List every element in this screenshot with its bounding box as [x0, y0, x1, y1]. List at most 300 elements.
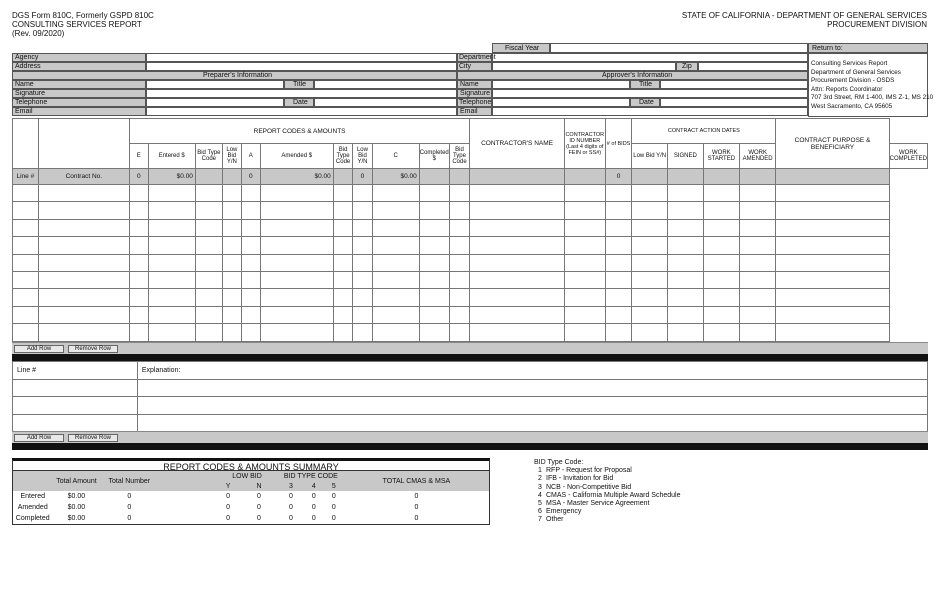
col-entered: Entered $ — [148, 144, 195, 169]
table-cell-input[interactable] — [13, 289, 39, 306]
table-cell-input[interactable] — [129, 237, 148, 254]
preparer-title-input[interactable] — [314, 80, 457, 89]
table-cell-input[interactable] — [13, 271, 39, 288]
table-cell-input[interactable] — [353, 306, 372, 323]
table-cell-input[interactable] — [260, 306, 333, 323]
col-work-started: WORK STARTED — [703, 144, 739, 169]
table-cell-input[interactable] — [564, 185, 605, 202]
table-cell-input[interactable] — [667, 237, 703, 254]
table-cell-input[interactable] — [260, 202, 333, 219]
table-cell-input[interactable] — [353, 254, 372, 271]
table-cell-input[interactable] — [242, 324, 261, 341]
table-cell-input[interactable] — [372, 202, 419, 219]
table-cell-input[interactable] — [333, 219, 353, 236]
table-cell-input[interactable] — [419, 289, 449, 306]
table-cell-input[interactable] — [353, 271, 372, 288]
contract-header-blank — [38, 119, 129, 169]
table-cell-input[interactable] — [242, 237, 261, 254]
table-cell-input[interactable] — [38, 219, 129, 236]
report-codes-header: REPORT CODES & AMOUNTS — [129, 119, 469, 144]
table-cell-input[interactable] — [242, 271, 261, 288]
table-cell-input[interactable] — [470, 271, 565, 288]
table-cell-input[interactable] — [372, 306, 419, 323]
table-cell-input[interactable] — [470, 202, 565, 219]
table-cell-input[interactable] — [449, 237, 469, 254]
table-cell-input[interactable] — [13, 254, 39, 271]
table-cell-input[interactable] — [449, 324, 469, 341]
table-cell-input[interactable] — [739, 289, 775, 306]
table-cell-input[interactable] — [129, 185, 148, 202]
table-cell-input[interactable] — [195, 324, 222, 341]
table-cell-input[interactable] — [260, 271, 333, 288]
contracts-table — [12, 118, 928, 359]
table-cell-input[interactable] — [13, 202, 39, 219]
table-cell-input[interactable] — [667, 219, 703, 236]
table-cell-input[interactable] — [739, 237, 775, 254]
zip-input[interactable] — [698, 62, 808, 71]
bid-legend-item: 2 IFB - Invitation for Bid — [538, 475, 614, 483]
table-cell-input[interactable] — [739, 306, 775, 323]
explanation-input[interactable] — [137, 379, 927, 397]
table-cell-input[interactable] — [419, 219, 449, 236]
preparer-name-label: Name — [12, 80, 146, 89]
col-lowbid-1: Low Bid Y/N — [222, 144, 241, 169]
table-cell-input[interactable] — [333, 271, 353, 288]
table-cell-input[interactable] — [605, 219, 632, 236]
table-cell-input[interactable] — [148, 271, 195, 288]
table-cell-input[interactable] — [632, 219, 668, 236]
table-cell-input[interactable] — [419, 254, 449, 271]
table-cell-input[interactable] — [605, 289, 632, 306]
totals-row — [13, 169, 928, 185]
table-cell-input[interactable] — [242, 202, 261, 219]
table-cell-input[interactable] — [148, 289, 195, 306]
table-cell-input[interactable] — [353, 185, 372, 202]
table-cell-input[interactable] — [632, 289, 668, 306]
division-name: PROCUREMENT DIVISION — [827, 20, 927, 29]
table-cell-input[interactable] — [564, 271, 605, 288]
table-cell-input[interactable] — [470, 219, 565, 236]
table-cell-input[interactable] — [13, 306, 39, 323]
table-cell-input[interactable] — [222, 271, 241, 288]
sum-total-number: Total Number — [100, 471, 158, 491]
table-cell-input[interactable] — [195, 219, 222, 236]
return-to-label-cell: Return to: — [808, 43, 928, 53]
preparer-email-label: Email — [12, 107, 146, 116]
table-cell-input[interactable] — [333, 289, 353, 306]
table-cell-input[interactable] — [564, 289, 605, 306]
table-cell-input[interactable] — [564, 254, 605, 271]
table-cell-input[interactable] — [632, 271, 668, 288]
explanation-input[interactable] — [137, 397, 927, 415]
table-cell-input[interactable] — [667, 271, 703, 288]
table-cell-input[interactable] — [372, 254, 419, 271]
table-cell-input[interactable] — [470, 254, 565, 271]
table-cell-input[interactable] — [667, 202, 703, 219]
agency-label-cell: Agency — [12, 53, 146, 62]
bids-total: 0 — [605, 169, 632, 185]
bid-legend-item: 1 RFP - Request for Proposal — [538, 467, 632, 475]
table-button-bar — [12, 342, 928, 354]
line-header-blank — [13, 119, 39, 169]
col-lowbid-2: Low Bid Y/N — [353, 144, 372, 169]
table-cell-input[interactable] — [703, 185, 739, 202]
table-cell-input[interactable] — [260, 237, 333, 254]
table-cell-input[interactable] — [667, 254, 703, 271]
explanation-line-label: Line # — [13, 362, 138, 380]
table-cell-input[interactable] — [260, 219, 333, 236]
contractor-id-header: CONTRACTOR ID NUMBER (Last 4 digits of FEIN or SS#) — [564, 119, 605, 169]
table-cell-input[interactable] — [703, 237, 739, 254]
table-cell-input[interactable] — [222, 202, 241, 219]
table-cell-input[interactable] — [703, 306, 739, 323]
table-cell-input[interactable] — [419, 271, 449, 288]
approver-telephone-input[interactable] — [492, 98, 630, 107]
line-no-label: Line # — [13, 169, 39, 185]
table-cell-input[interactable] — [195, 185, 222, 202]
table-cell-input[interactable] — [129, 306, 148, 323]
table-cell-input[interactable] — [470, 306, 565, 323]
table-cell-input[interactable] — [148, 219, 195, 236]
table-cell-input[interactable] — [470, 289, 565, 306]
table-cell-input[interactable] — [129, 271, 148, 288]
table-cell-input[interactable] — [470, 185, 565, 202]
table-cell-input[interactable] — [470, 237, 565, 254]
section-divider — [12, 354, 928, 361]
action-dates-header: CONTRACT ACTION DATES — [632, 119, 776, 144]
table-cell-input[interactable] — [776, 254, 889, 271]
entered-total: $0.00 — [148, 169, 195, 185]
table-cell-input[interactable] — [353, 219, 372, 236]
table-cell-input[interactable] — [470, 324, 565, 341]
num-bids-header: # of BIDS — [605, 119, 632, 169]
table-cell-input[interactable] — [333, 306, 353, 323]
table-cell-input[interactable] — [353, 237, 372, 254]
table-cell-input[interactable] — [353, 324, 372, 341]
table-cell-input[interactable] — [703, 324, 739, 341]
table-cell-input[interactable] — [449, 185, 469, 202]
approver-name-label: Name — [457, 80, 492, 89]
table-cell-input[interactable] — [353, 289, 372, 306]
contract-no-label: Contract No. — [38, 169, 129, 185]
table-cell-input[interactable] — [419, 202, 449, 219]
preparer-name-input[interactable] — [146, 80, 284, 89]
table-cell-input[interactable] — [632, 237, 668, 254]
bid-legend-item: 4 CMAS - California Multiple Award Schedule — [538, 491, 681, 499]
add-row-button[interactable]: Add Row — [14, 345, 64, 353]
table-cell-input[interactable] — [148, 202, 195, 219]
table-cell-input[interactable] — [260, 324, 333, 341]
fiscal-year-input[interactable] — [550, 43, 808, 53]
info-block — [12, 43, 934, 117]
table-cell-input[interactable] — [739, 202, 775, 219]
table-row — [13, 185, 928, 202]
agency-name: STATE OF CALIFORNIA - DEPARTMENT OF GENERAL SERVICES — [681, 11, 927, 20]
table-cell-input[interactable] — [703, 202, 739, 219]
table-cell-input[interactable] — [372, 289, 419, 306]
table-cell-input[interactable] — [605, 185, 632, 202]
table-cell-input[interactable] — [333, 254, 353, 271]
table-cell-input[interactable] — [222, 324, 241, 341]
department-label-cell: Department — [459, 54, 496, 61]
table-cell-input[interactable] — [605, 237, 632, 254]
table-cell-input[interactable] — [333, 185, 353, 202]
table-cell-input[interactable] — [372, 324, 419, 341]
table-cell-input[interactable] — [148, 237, 195, 254]
table-cell-input[interactable] — [148, 324, 195, 341]
preparer-signature-label: Signature — [12, 89, 146, 98]
col-amended: Amended $ — [260, 144, 333, 169]
bid-legend-item: 5 MSA - Master Service Agreement — [538, 500, 650, 508]
form-id: DGS Form 810C, Formerly GSPD 810C — [12, 11, 154, 20]
table-cell-input[interactable] — [632, 202, 668, 219]
table-cell-input[interactable] — [260, 185, 333, 202]
table-cell-input[interactable] — [222, 185, 241, 202]
approver-signature-input[interactable] — [492, 89, 808, 98]
summary-panel — [12, 458, 490, 525]
table-cell-input[interactable] — [242, 289, 261, 306]
table-cell-input[interactable] — [419, 185, 449, 202]
table-cell-input[interactable] — [13, 237, 39, 254]
table-cell-input[interactable] — [38, 237, 129, 254]
table-cell-input[interactable] — [776, 289, 889, 306]
explanation-label: Explanation: — [137, 362, 927, 380]
approver-email-label: Email — [457, 107, 492, 116]
table-cell-input[interactable] — [242, 306, 261, 323]
zip-label-cell: Zip — [676, 62, 698, 71]
remove-row-button-2[interactable]: Remove Row — [68, 434, 118, 442]
table-cell-input[interactable] — [739, 324, 775, 341]
approver-title-input[interactable] — [660, 80, 808, 89]
table-cell-input[interactable] — [129, 219, 148, 236]
table-cell-input[interactable] — [38, 202, 129, 219]
table-row — [13, 324, 928, 341]
form-title: CONSULTING SERVICES REPORT — [12, 20, 142, 29]
table-cell-input[interactable] — [419, 324, 449, 341]
table-cell-input[interactable] — [222, 306, 241, 323]
table-cell-input[interactable] — [739, 271, 775, 288]
table-cell-input[interactable] — [260, 254, 333, 271]
preparer-date-input[interactable] — [314, 98, 457, 107]
sum-y: Y — [216, 481, 240, 491]
table-cell-input[interactable] — [739, 219, 775, 236]
form-header-left — [12, 11, 154, 38]
table-cell-input[interactable] — [129, 324, 148, 341]
explanation-table — [12, 361, 928, 432]
summary-table — [12, 471, 490, 525]
table-cell-input[interactable] — [195, 237, 222, 254]
completed-total: $0.00 — [372, 169, 419, 185]
agency-input[interactable] — [146, 53, 457, 62]
table-cell-input[interactable] — [38, 185, 129, 202]
explanation-line-input[interactable] — [13, 397, 138, 415]
explanation-line-input[interactable] — [13, 414, 138, 432]
table-cell-input[interactable] — [38, 254, 129, 271]
table-cell-input[interactable] — [605, 271, 632, 288]
approver-date-input[interactable] — [660, 98, 808, 107]
col-work-amended: WORK AMENDED — [739, 144, 775, 169]
table-cell-input[interactable] — [776, 306, 889, 323]
table-cell-input[interactable] — [605, 306, 632, 323]
table-cell-input[interactable] — [148, 306, 195, 323]
table-row — [13, 306, 928, 323]
department-input[interactable] — [492, 53, 808, 62]
table-cell-input[interactable] — [222, 237, 241, 254]
table-cell-input[interactable] — [449, 202, 469, 219]
preparer-telephone-input[interactable] — [146, 98, 284, 107]
sum-low-bid: LOW BID — [216, 471, 278, 481]
table-cell-input[interactable] — [222, 289, 241, 306]
table-row — [13, 271, 928, 288]
table-cell-input[interactable] — [242, 254, 261, 271]
table-cell-input[interactable] — [564, 324, 605, 341]
table-cell-input[interactable] — [38, 271, 129, 288]
table-row — [13, 219, 928, 236]
table-cell-input[interactable] — [372, 219, 419, 236]
table-cell-input[interactable] — [13, 324, 39, 341]
address-input[interactable] — [146, 62, 457, 71]
form-header-right — [682, 11, 927, 29]
preparer-info-heading: Preparer's Information — [12, 71, 457, 80]
table-cell-input[interactable] — [222, 254, 241, 271]
table-cell-input[interactable] — [38, 289, 129, 306]
table-cell-input[interactable] — [667, 324, 703, 341]
table-cell-input[interactable] — [703, 254, 739, 271]
table-cell-input[interactable] — [449, 289, 469, 306]
table-cell-input[interactable] — [195, 306, 222, 323]
table-cell-input[interactable] — [148, 185, 195, 202]
col-bidtype-2: Bid Type Code — [333, 144, 353, 169]
table-cell-input[interactable] — [703, 271, 739, 288]
table-cell-input[interactable] — [419, 237, 449, 254]
amended-total: $0.00 — [260, 169, 333, 185]
table-cell-input[interactable] — [222, 219, 241, 236]
table-cell-input[interactable] — [449, 306, 469, 323]
col-e: E — [129, 144, 148, 169]
table-cell-input[interactable] — [632, 185, 668, 202]
table-cell-input[interactable] — [449, 219, 469, 236]
table-cell-input[interactable] — [13, 185, 39, 202]
col-bidtype-1: Bid Type Code — [195, 144, 222, 169]
col-c: C — [372, 144, 419, 169]
table-cell-input[interactable] — [667, 306, 703, 323]
table-cell-input[interactable] — [667, 185, 703, 202]
table-cell-input[interactable] — [353, 202, 372, 219]
table-cell-input[interactable] — [605, 202, 632, 219]
preparer-title-label: Title — [284, 80, 314, 89]
approver-telephone-label: Telephone — [459, 99, 492, 106]
table-cell-input[interactable] — [776, 219, 889, 236]
sum-row-amended: Amended $0.00 0 0 0 0 0 0 0 — [17, 504, 419, 511]
table-cell-input[interactable] — [372, 271, 419, 288]
add-row-button-2[interactable]: Add Row — [14, 434, 64, 442]
city-input[interactable] — [492, 62, 676, 71]
table-cell-input[interactable] — [564, 306, 605, 323]
approver-title-label: Title — [630, 80, 660, 89]
table-cell-input[interactable] — [148, 254, 195, 271]
table-cell-input[interactable] — [195, 271, 222, 288]
table-cell-input[interactable] — [129, 202, 148, 219]
table-cell-input[interactable] — [242, 219, 261, 236]
table-cell-input[interactable] — [776, 202, 889, 219]
table-cell-input[interactable] — [38, 306, 129, 323]
table-row — [13, 289, 928, 306]
table-cell-input[interactable] — [632, 254, 668, 271]
table-row — [13, 237, 928, 254]
approver-signature-label: Signature — [457, 89, 492, 98]
preparer-signature-input[interactable] — [146, 89, 457, 98]
table-cell-input[interactable] — [703, 219, 739, 236]
table-cell-input[interactable] — [605, 324, 632, 341]
approver-email-input[interactable] — [492, 107, 808, 116]
table-cell-input[interactable] — [776, 271, 889, 288]
remove-row-button[interactable]: Remove Row — [68, 345, 118, 353]
fiscal-year-label-cell: Fiscal Year — [492, 43, 550, 53]
col-lowbid-3: Low Bid Y/N — [632, 144, 668, 169]
table-cell-input[interactable] — [449, 271, 469, 288]
table-cell-input[interactable] — [129, 289, 148, 306]
explanation-button-bar — [12, 431, 928, 443]
table-cell-input[interactable] — [38, 324, 129, 341]
preparer-date-label: Date — [284, 98, 314, 107]
bid-legend-item: 3 NCB - Non-Competitive Bid — [538, 483, 632, 491]
summary-title: REPORT CODES & AMOUNTS SUMMARY — [12, 458, 490, 471]
table-cell-input[interactable] — [632, 324, 668, 341]
table-cell-input[interactable] — [372, 185, 419, 202]
table-cell-input[interactable] — [564, 219, 605, 236]
table-cell-input[interactable] — [703, 289, 739, 306]
table-cell-input[interactable] — [333, 237, 353, 254]
table-cell-input[interactable] — [776, 237, 889, 254]
table-cell-input[interactable] — [564, 237, 605, 254]
table-cell-input[interactable] — [260, 289, 333, 306]
table-cell-input[interactable] — [632, 306, 668, 323]
table-cell-input[interactable] — [776, 324, 889, 341]
table-cell-input[interactable] — [129, 254, 148, 271]
table-cell-input[interactable] — [195, 289, 222, 306]
form-revision: (Rev. 09/2020) — [12, 29, 65, 38]
explanation-input[interactable] — [137, 414, 927, 432]
table-cell-input[interactable] — [242, 185, 261, 202]
table-cell-input[interactable] — [739, 185, 775, 202]
purpose-header: CONTRACT PURPOSE & BENEFICIARY — [776, 119, 889, 169]
table-row — [13, 202, 928, 219]
table-cell-input[interactable] — [449, 254, 469, 271]
table-cell-input[interactable] — [13, 219, 39, 236]
e-total: 0 — [129, 169, 148, 185]
approver-name-input[interactable] — [492, 80, 630, 89]
table-cell-input[interactable] — [776, 185, 889, 202]
table-cell-input[interactable] — [667, 289, 703, 306]
table-cell-input[interactable] — [605, 254, 632, 271]
table-cell-input[interactable] — [372, 237, 419, 254]
table-cell-input[interactable] — [333, 202, 353, 219]
a-total: 0 — [242, 169, 261, 185]
preparer-email-input[interactable] — [146, 107, 457, 116]
table-cell-input[interactable] — [195, 254, 222, 271]
table-cell-input[interactable] — [419, 306, 449, 323]
table-cell-input[interactable] — [195, 202, 222, 219]
table-cell-input[interactable] — [564, 202, 605, 219]
table-cell-input[interactable] — [333, 324, 353, 341]
col-work-completed: WORK COMPLETED — [889, 144, 927, 169]
sum-total-cmas: TOTAL CMAS & MSA — [344, 471, 490, 491]
sum-c4: 4 — [304, 481, 324, 491]
table-row — [13, 254, 928, 271]
city-label-cell: City — [457, 62, 492, 71]
explanation-line-input[interactable] — [13, 379, 138, 397]
table-cell-input[interactable] — [739, 254, 775, 271]
